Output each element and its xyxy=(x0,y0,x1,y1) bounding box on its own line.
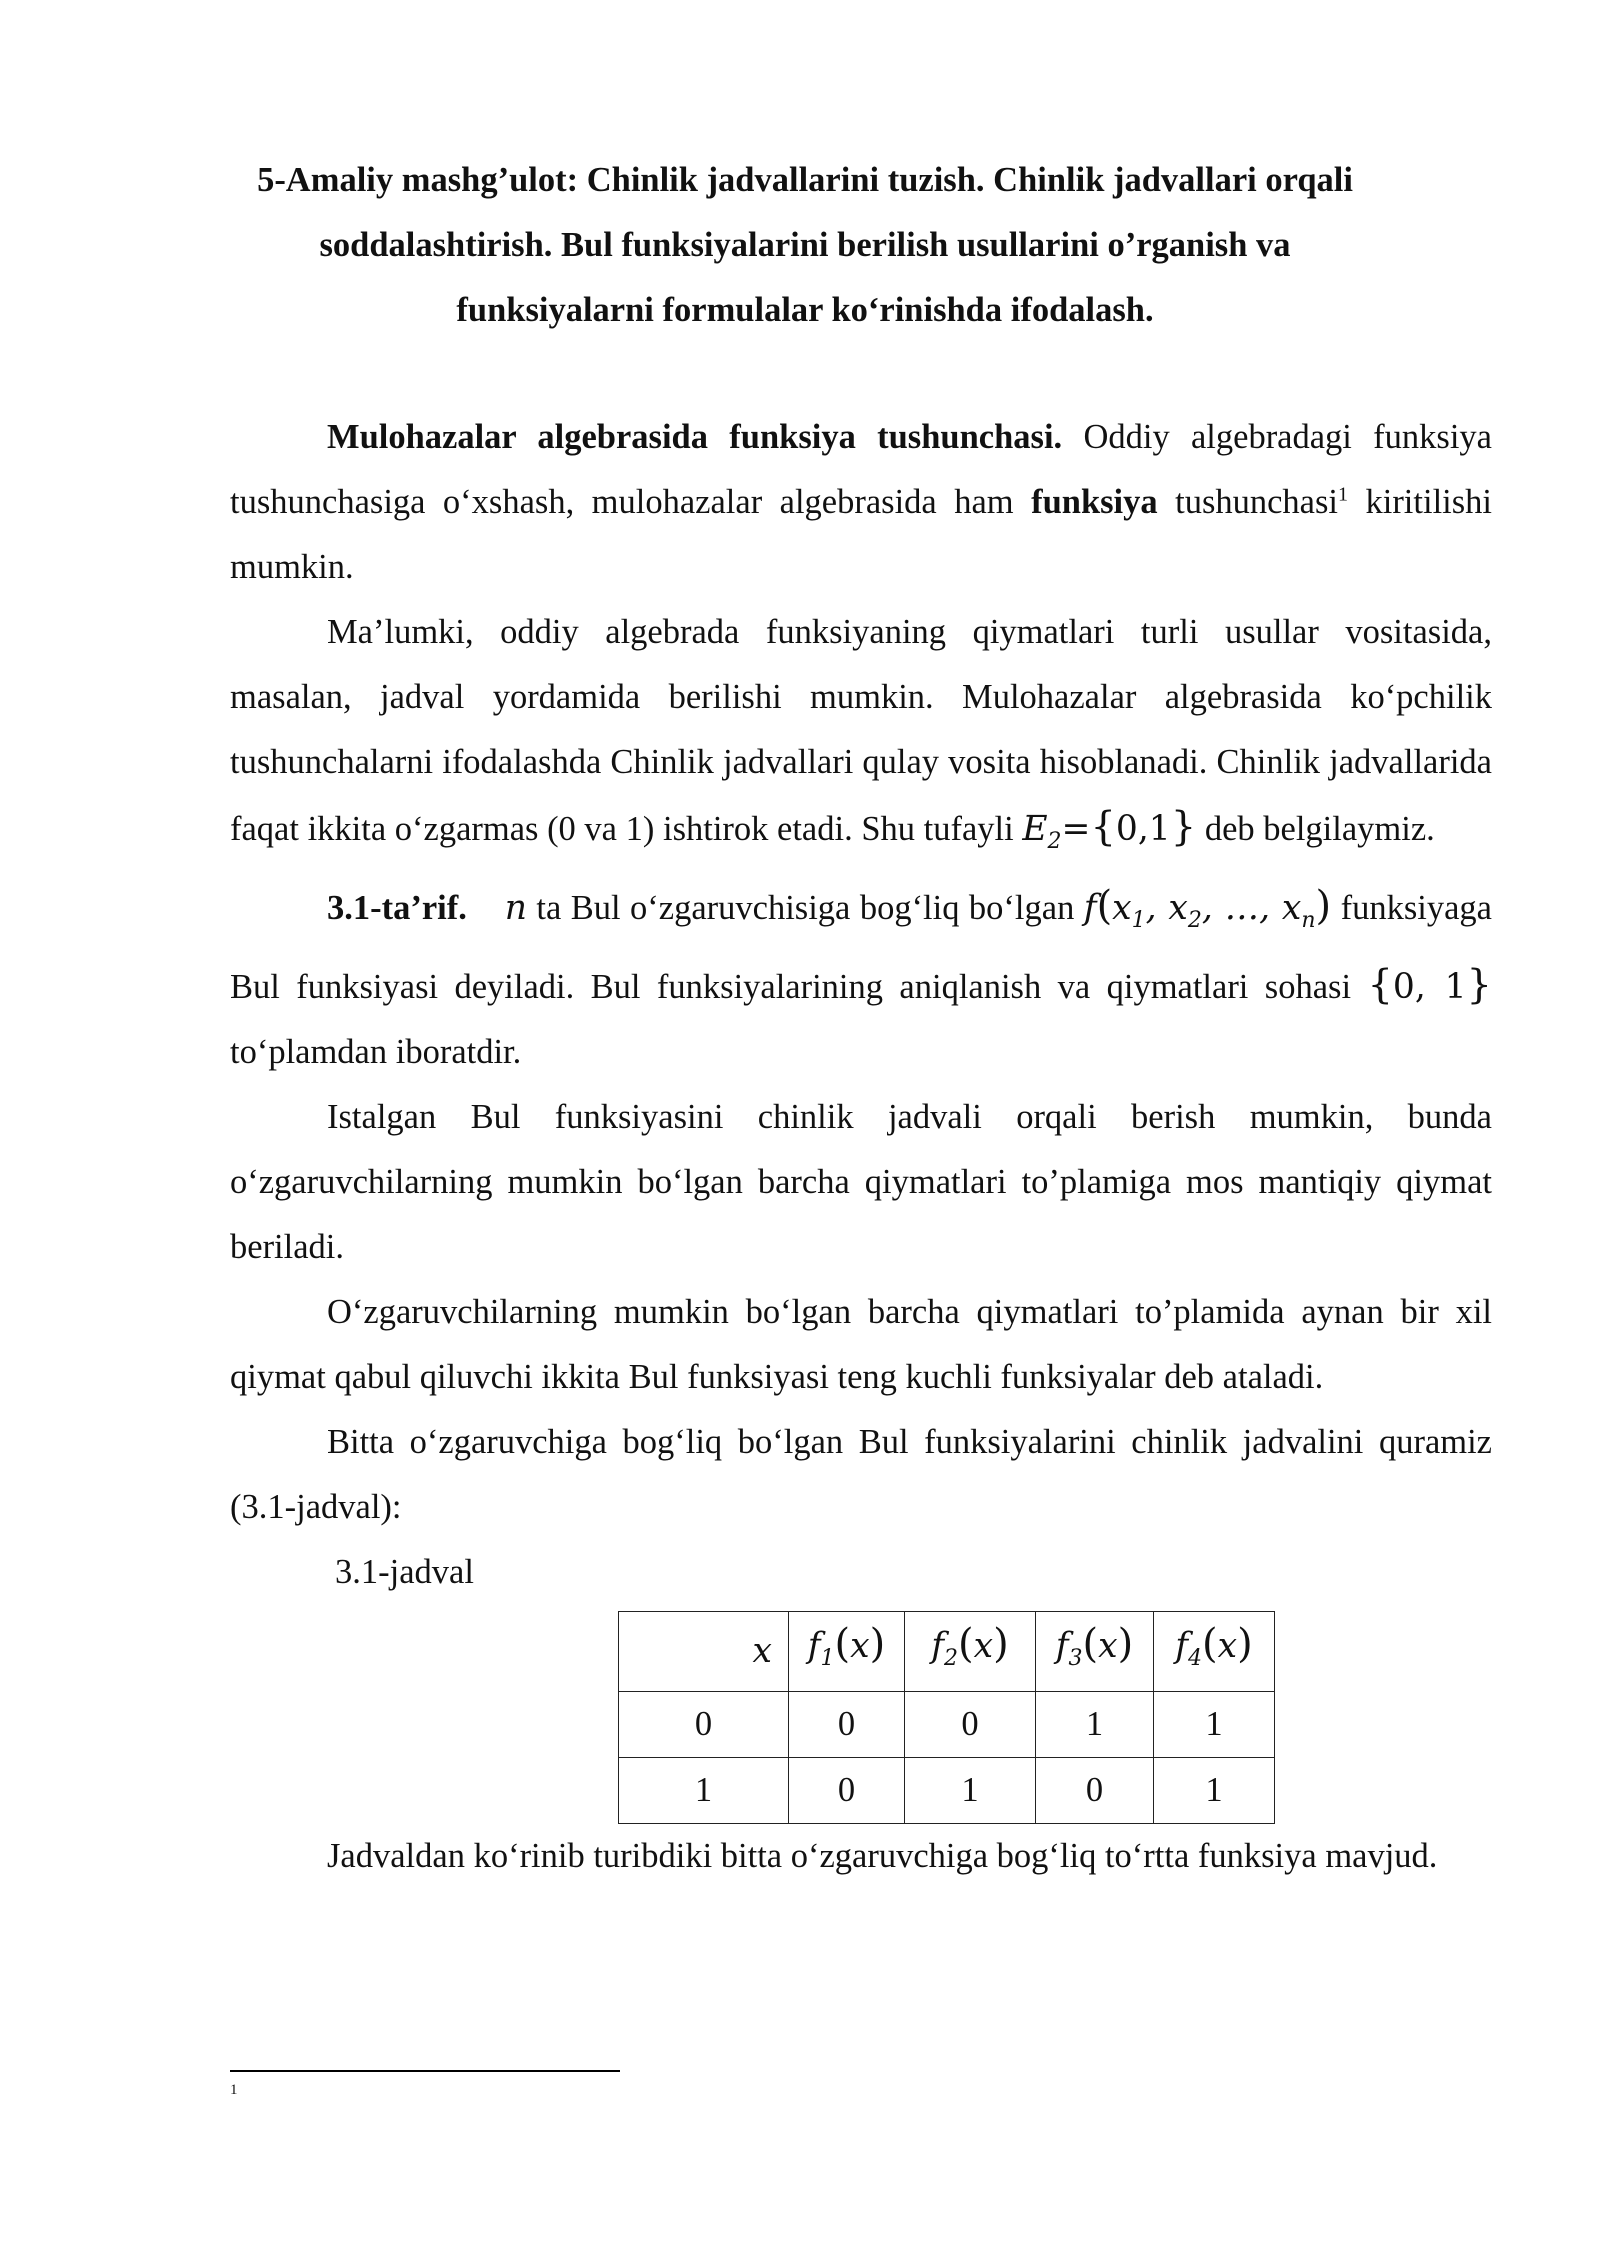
footnote-separator xyxy=(230,2070,620,2072)
header-f4-arg: x xyxy=(1217,1625,1238,1666)
footnote-number: 1 xyxy=(230,2082,238,2098)
title-line-1: 5-Amaliy mashg’ulot: Chinlik jadvallarini tuzish. Chinlik jadvallari orqali xyxy=(257,161,1353,199)
paragraph-1-text-b: tushunchasi xyxy=(1157,483,1339,521)
header-f1-arg: x xyxy=(850,1625,870,1666)
math-f: f xyxy=(1083,887,1097,928)
header-x-label: x xyxy=(752,1630,772,1671)
paragraph-3-text: ta Bul o‘zgaruvchisiga bog‘liq bo‘lgan xyxy=(526,888,1084,927)
paragraph-1-text-c: kiritilishi mumkin. xyxy=(230,483,1492,586)
header-f4: $f_4(x)$ xyxy=(1154,1611,1275,1691)
header-f1-sub: 1 xyxy=(820,1645,835,1671)
header-f3-sub: 3 xyxy=(1068,1645,1083,1671)
truth-table xyxy=(618,1611,1275,1824)
header-f3-arg: x xyxy=(1098,1625,1118,1666)
header-f1: $f_1(x)$ xyxy=(789,1611,905,1691)
math-arg-xn: x xyxy=(1281,887,1302,928)
math-set-01: 0, 1 xyxy=(1392,966,1467,1007)
paragraph-2-text-b: deb belgilaymiz. xyxy=(1196,810,1435,848)
paragraph-2 xyxy=(230,600,1492,874)
header-f2-sub: 2 xyxy=(944,1645,959,1671)
paragraph-3-text-b: funksiyaga Bul funksiyasi deyiladi. Bul funksiyalarining aniqlanish va qiymatlari sohasi xyxy=(230,888,1492,1006)
table-cell: 1 xyxy=(1154,1757,1275,1823)
header-f2-f: f xyxy=(931,1625,945,1666)
header-f2: $f_2(x)$ xyxy=(905,1611,1036,1691)
formula-set: {0, 1} xyxy=(1367,961,1492,1008)
paragraph-5: O‘zgaruvchilarning mumkin bo‘lgan barcha qiymatlari to’plamida aynan bir xil qiymat qabul qiluvchi ikkita Bul funksiyasi teng kuchli funksiyalar deb ataladi. xyxy=(230,1292,1492,1396)
paragraph-1-text: Oddiy algebradagi funksiya tushunchasiga o‘xshash, mulohazalar algebrasida ham xyxy=(230,418,1492,521)
table-cell: 0 xyxy=(789,1691,905,1757)
paragraph-2-text: Ma’lumki, oddiy algebrada funksiyaning qiymatlari turli usullar vositasida, masalan, jadval yordamida berilishi mumkin. Mulohazalar algebrasida ko‘pchilik tushunchalarni ifodalashda Chinlik jadvallari qulay vosita hisoblanadi. Chinlik jadvallarida faqat ikkita o‘zgarmas (0 va 1) ishtirok etadi. Shu tufayli xyxy=(230,613,1492,848)
math-arg-x1: x xyxy=(1112,887,1132,928)
paragraph-1 xyxy=(230,405,1492,600)
section-heading: Mulohazalar algebrasida funksiya tushunchasi. xyxy=(327,418,1063,456)
formula-e2: $E_2=\{0,1\}$ xyxy=(1022,804,1197,854)
math-symbol-e: E xyxy=(1022,809,1048,849)
footnote-ref[interactable]: 1 xyxy=(1338,483,1349,506)
table-row xyxy=(619,1757,1275,1823)
formula-f-args: $f(x_1$, $x_2$, …, $x_n$) xyxy=(1083,882,1332,933)
math-arg-x2: x xyxy=(1168,887,1188,928)
table-header-row xyxy=(619,1611,1275,1691)
math-set-values: 0,1 xyxy=(1115,809,1171,849)
definition-label: 3.1-ta’rif. xyxy=(327,888,467,927)
paragraph-4: Istalgan Bul funksiyasini chinlik jadvali orqali berish mumkin, bunda o‘zgaruvchilarning mumkin bo‘lgan barcha qiymatlari to’plamiga mos mantiqiy qiymat beriladi. xyxy=(230,1097,1492,1266)
table-caption: 3.1-jadval xyxy=(335,1552,474,1591)
table-cell: 1 xyxy=(905,1757,1036,1823)
title-line-3: funksiyalarni formulalar ko‘rinishda ifodalash. xyxy=(456,291,1154,329)
math-n: n xyxy=(504,887,527,928)
title-line-2: soddalashtirish. Bul funksiyalarini berilish usullarini o’rganish va xyxy=(319,226,1291,264)
header-f1-f: f xyxy=(807,1625,821,1666)
header-f3-f: f xyxy=(1055,1625,1069,1666)
table-cell: 0 xyxy=(789,1757,905,1823)
bold-term: funksiya xyxy=(1031,483,1158,521)
math-subscript: 2 xyxy=(1047,828,1062,854)
header-f4-sub: 4 xyxy=(1188,1645,1203,1671)
header-f2-arg: x xyxy=(973,1625,994,1666)
page-title xyxy=(230,148,1380,343)
header-x xyxy=(619,1611,789,1691)
header-f4-f: f xyxy=(1175,1625,1189,1666)
table-cell: 0 xyxy=(905,1691,1036,1757)
paragraph-6: Bitta o‘zgaruvchiga bog‘liq bo‘lgan Bul funksiyalarini chinlik jadvalini quramiz (3.1-jadval): xyxy=(230,1422,1492,1526)
paragraph-7: Jadvaldan ko‘rinib turibdiki bitta o‘zgaruvchiga bog‘liq to‘rtta funksiya mavjud. xyxy=(327,1836,1438,1875)
paragraph-3 xyxy=(230,874,1492,1085)
table-cell: 0 xyxy=(619,1691,789,1757)
document-body xyxy=(230,405,1492,1889)
header-f3: $f_3(x)$ xyxy=(1036,1611,1154,1691)
math-equals: = xyxy=(1061,809,1091,849)
table-cell: 1 xyxy=(1154,1691,1275,1757)
paragraph-3-text-c: to‘plamdan iboratdir. xyxy=(230,1032,522,1071)
table-cell: 0 xyxy=(1036,1757,1154,1823)
table-row xyxy=(619,1691,1275,1757)
table-cell: 1 xyxy=(619,1757,789,1823)
table-cell: 1 xyxy=(1036,1691,1154,1757)
